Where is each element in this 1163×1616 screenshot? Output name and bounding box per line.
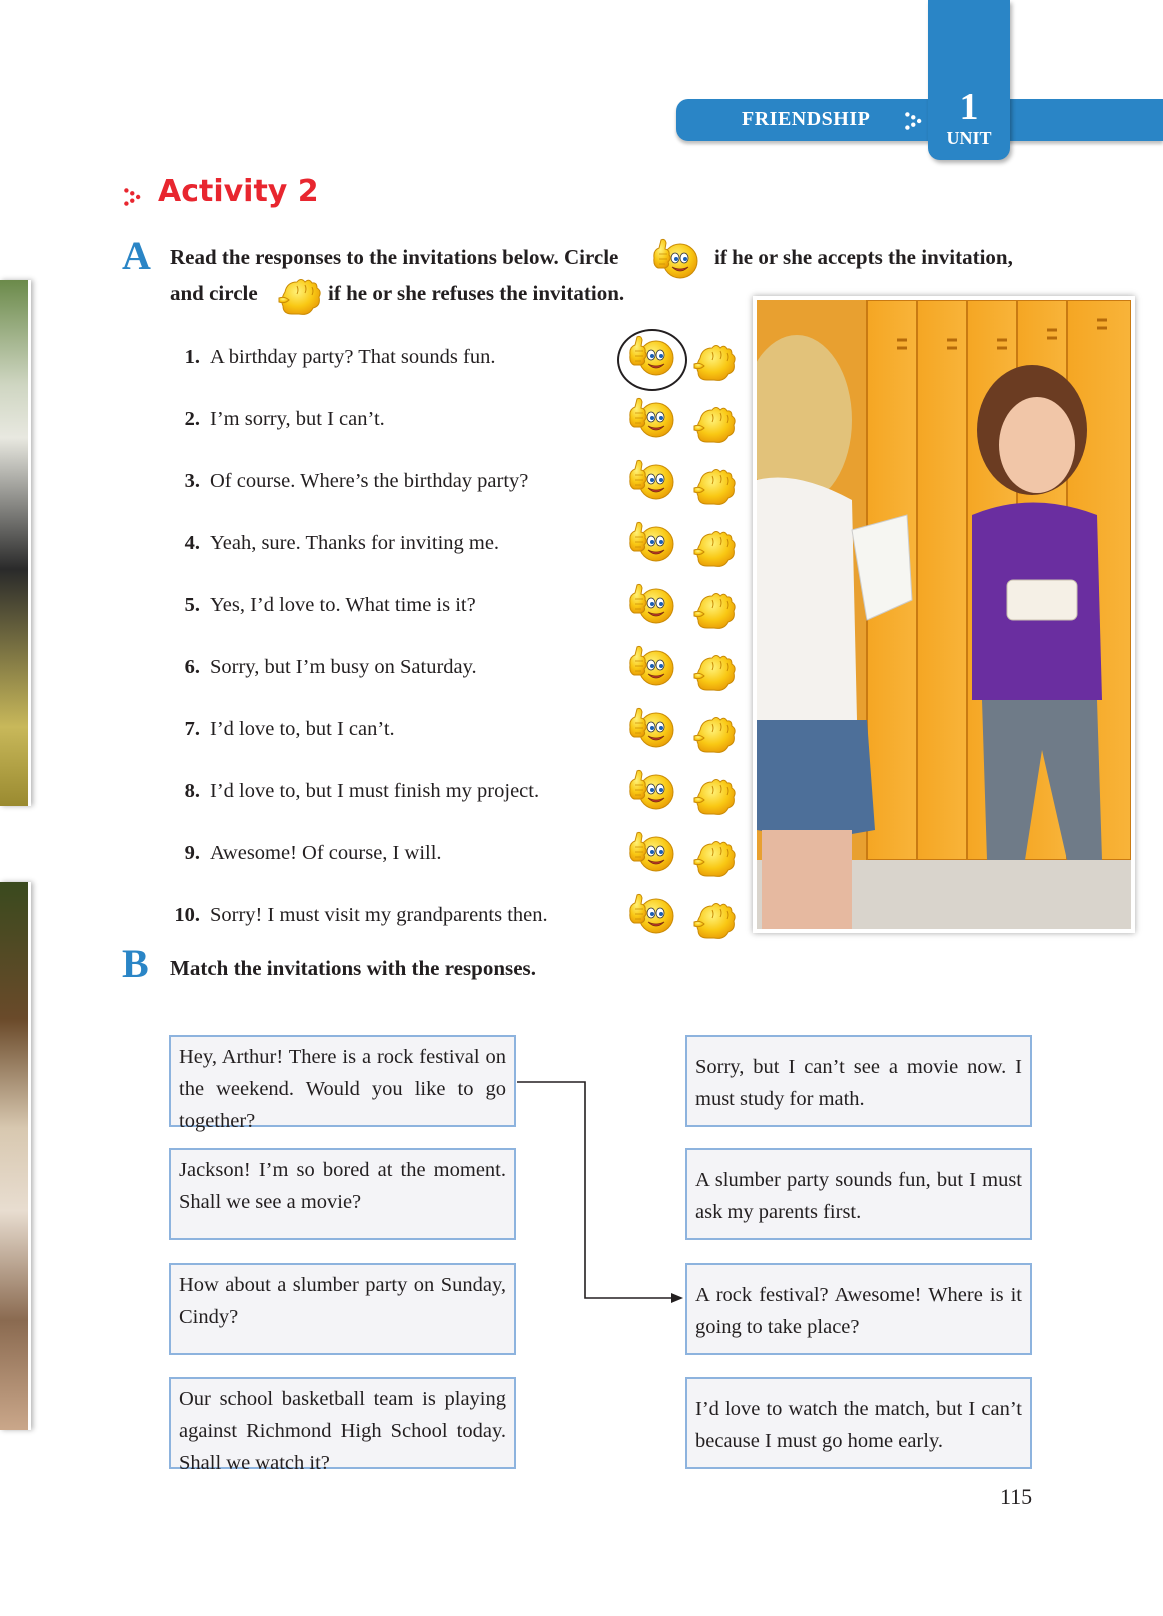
thumbs-down-hand-icon[interactable] [690, 588, 738, 634]
section-title: FRIENDSHIP [742, 108, 871, 130]
dots-icon [903, 110, 925, 132]
invitation-box[interactable]: Our school basketball team is playing against Richmond High School today. Shall we watch it? [169, 1377, 516, 1469]
thumbs-up-smiley-icon[interactable] [626, 519, 674, 565]
item-text: I’d love to, but I can’t. [210, 718, 395, 740]
thumbs-down-hand-icon[interactable] [690, 340, 738, 386]
thumbs-down-hand-icon[interactable] [690, 464, 738, 510]
instruction-b: Match the invitations with the responses. [170, 956, 536, 980]
item-number: 10. [174, 904, 200, 926]
response-box[interactable]: Sorry, but I can’t see a movie now. I must study for math. [685, 1035, 1032, 1127]
thumbs-down-hand-icon[interactable] [690, 774, 738, 820]
invitation-box[interactable]: Jackson! I’m so bored at the moment. Shall we see a movie? [169, 1148, 516, 1240]
thumbs-up-smiley-icon[interactable] [626, 333, 674, 379]
thumbs-down-hand-icon[interactable] [690, 836, 738, 882]
left-photo-top [0, 280, 31, 806]
response-box[interactable]: A slumber party sounds fun, but I must ask my parents first. [685, 1148, 1032, 1240]
thumbs-down-hand-icon[interactable] [690, 898, 738, 944]
match-connector-arrow [515, 1070, 685, 1310]
item-number: 6. [184, 656, 200, 678]
instruction-a-3: and circle [170, 281, 258, 305]
section-a-letter: A [122, 233, 151, 278]
item-number: 7. [184, 718, 200, 740]
thumbs-up-smiley-icon [650, 236, 698, 282]
item-text: Awesome! Of course, I will. [210, 842, 442, 864]
thumbs-down-hand-icon[interactable] [690, 650, 738, 696]
thumbs-up-smiley-icon[interactable] [626, 829, 674, 875]
item-text: Sorry, but I’m busy on Saturday. [210, 656, 477, 678]
thumbs-up-smiley-icon[interactable] [626, 767, 674, 813]
invitation-box[interactable]: How about a slumber party on Sunday, Cindy? [169, 1263, 516, 1355]
item-number: 8. [184, 780, 200, 802]
item-text: I’d love to, but I must finish my project. [210, 780, 540, 802]
thumbs-up-smiley-icon[interactable] [626, 643, 674, 689]
thumbs-down-hand-icon[interactable] [690, 526, 738, 572]
item-text: Yes, I’d love to. What time is it? [210, 594, 476, 616]
item-number: 4. [184, 532, 200, 554]
item-text: Yeah, sure. Thanks for inviting me. [210, 532, 500, 554]
item-text: Sorry! I must visit my grandparents then. [210, 904, 548, 926]
thumbs-down-hand-icon [275, 274, 323, 320]
thumbs-down-hand-icon[interactable] [690, 712, 738, 758]
item-text: I’m sorry, but I can’t. [210, 408, 385, 430]
left-photo-bottom [0, 882, 31, 1430]
response-box[interactable]: A rock festival? Awesome! Where is it going to take place? [685, 1263, 1032, 1355]
thumbs-up-smiley-icon[interactable] [626, 581, 674, 627]
item-number: 9. [184, 842, 200, 864]
activity-title: Activity 2 [158, 174, 319, 209]
section-b-letter: B [122, 941, 149, 986]
item-text: A birthday party? That sounds fun. [210, 346, 496, 368]
instruction-a-1: Read the responses to the invitations below. Circle [170, 245, 619, 269]
unit-number: 1 [959, 86, 979, 128]
item-number: 5. [184, 594, 200, 616]
invitation-box[interactable]: Hey, Arthur! There is a rock festival on the weekend. Would you like to go together? [169, 1035, 516, 1127]
thumbs-up-smiley-icon[interactable] [626, 395, 674, 441]
thumbs-up-smiley-icon[interactable] [626, 457, 674, 503]
item-number: 2. [184, 408, 200, 430]
thumbs-up-smiley-icon[interactable] [626, 891, 674, 937]
item-text: Of course. Where’s the birthday party? [210, 470, 529, 492]
page-number: 115 [1000, 1484, 1033, 1509]
item-number: 3. [184, 470, 200, 492]
photo-girls-at-lockers [753, 296, 1135, 933]
thumbs-up-smiley-icon[interactable] [626, 705, 674, 751]
thumbs-down-hand-icon[interactable] [690, 402, 738, 448]
activity-dots-icon [122, 184, 144, 210]
instruction-a-2: if he or she accepts the invitation, [714, 245, 1013, 269]
unit-label: UNIT [946, 128, 992, 148]
response-box[interactable]: I’d love to watch the match, but I can’t because I must go home early. [685, 1377, 1032, 1469]
instruction-a-4: if he or she refuses the invitation. [328, 281, 625, 305]
item-number: 1. [184, 346, 200, 368]
